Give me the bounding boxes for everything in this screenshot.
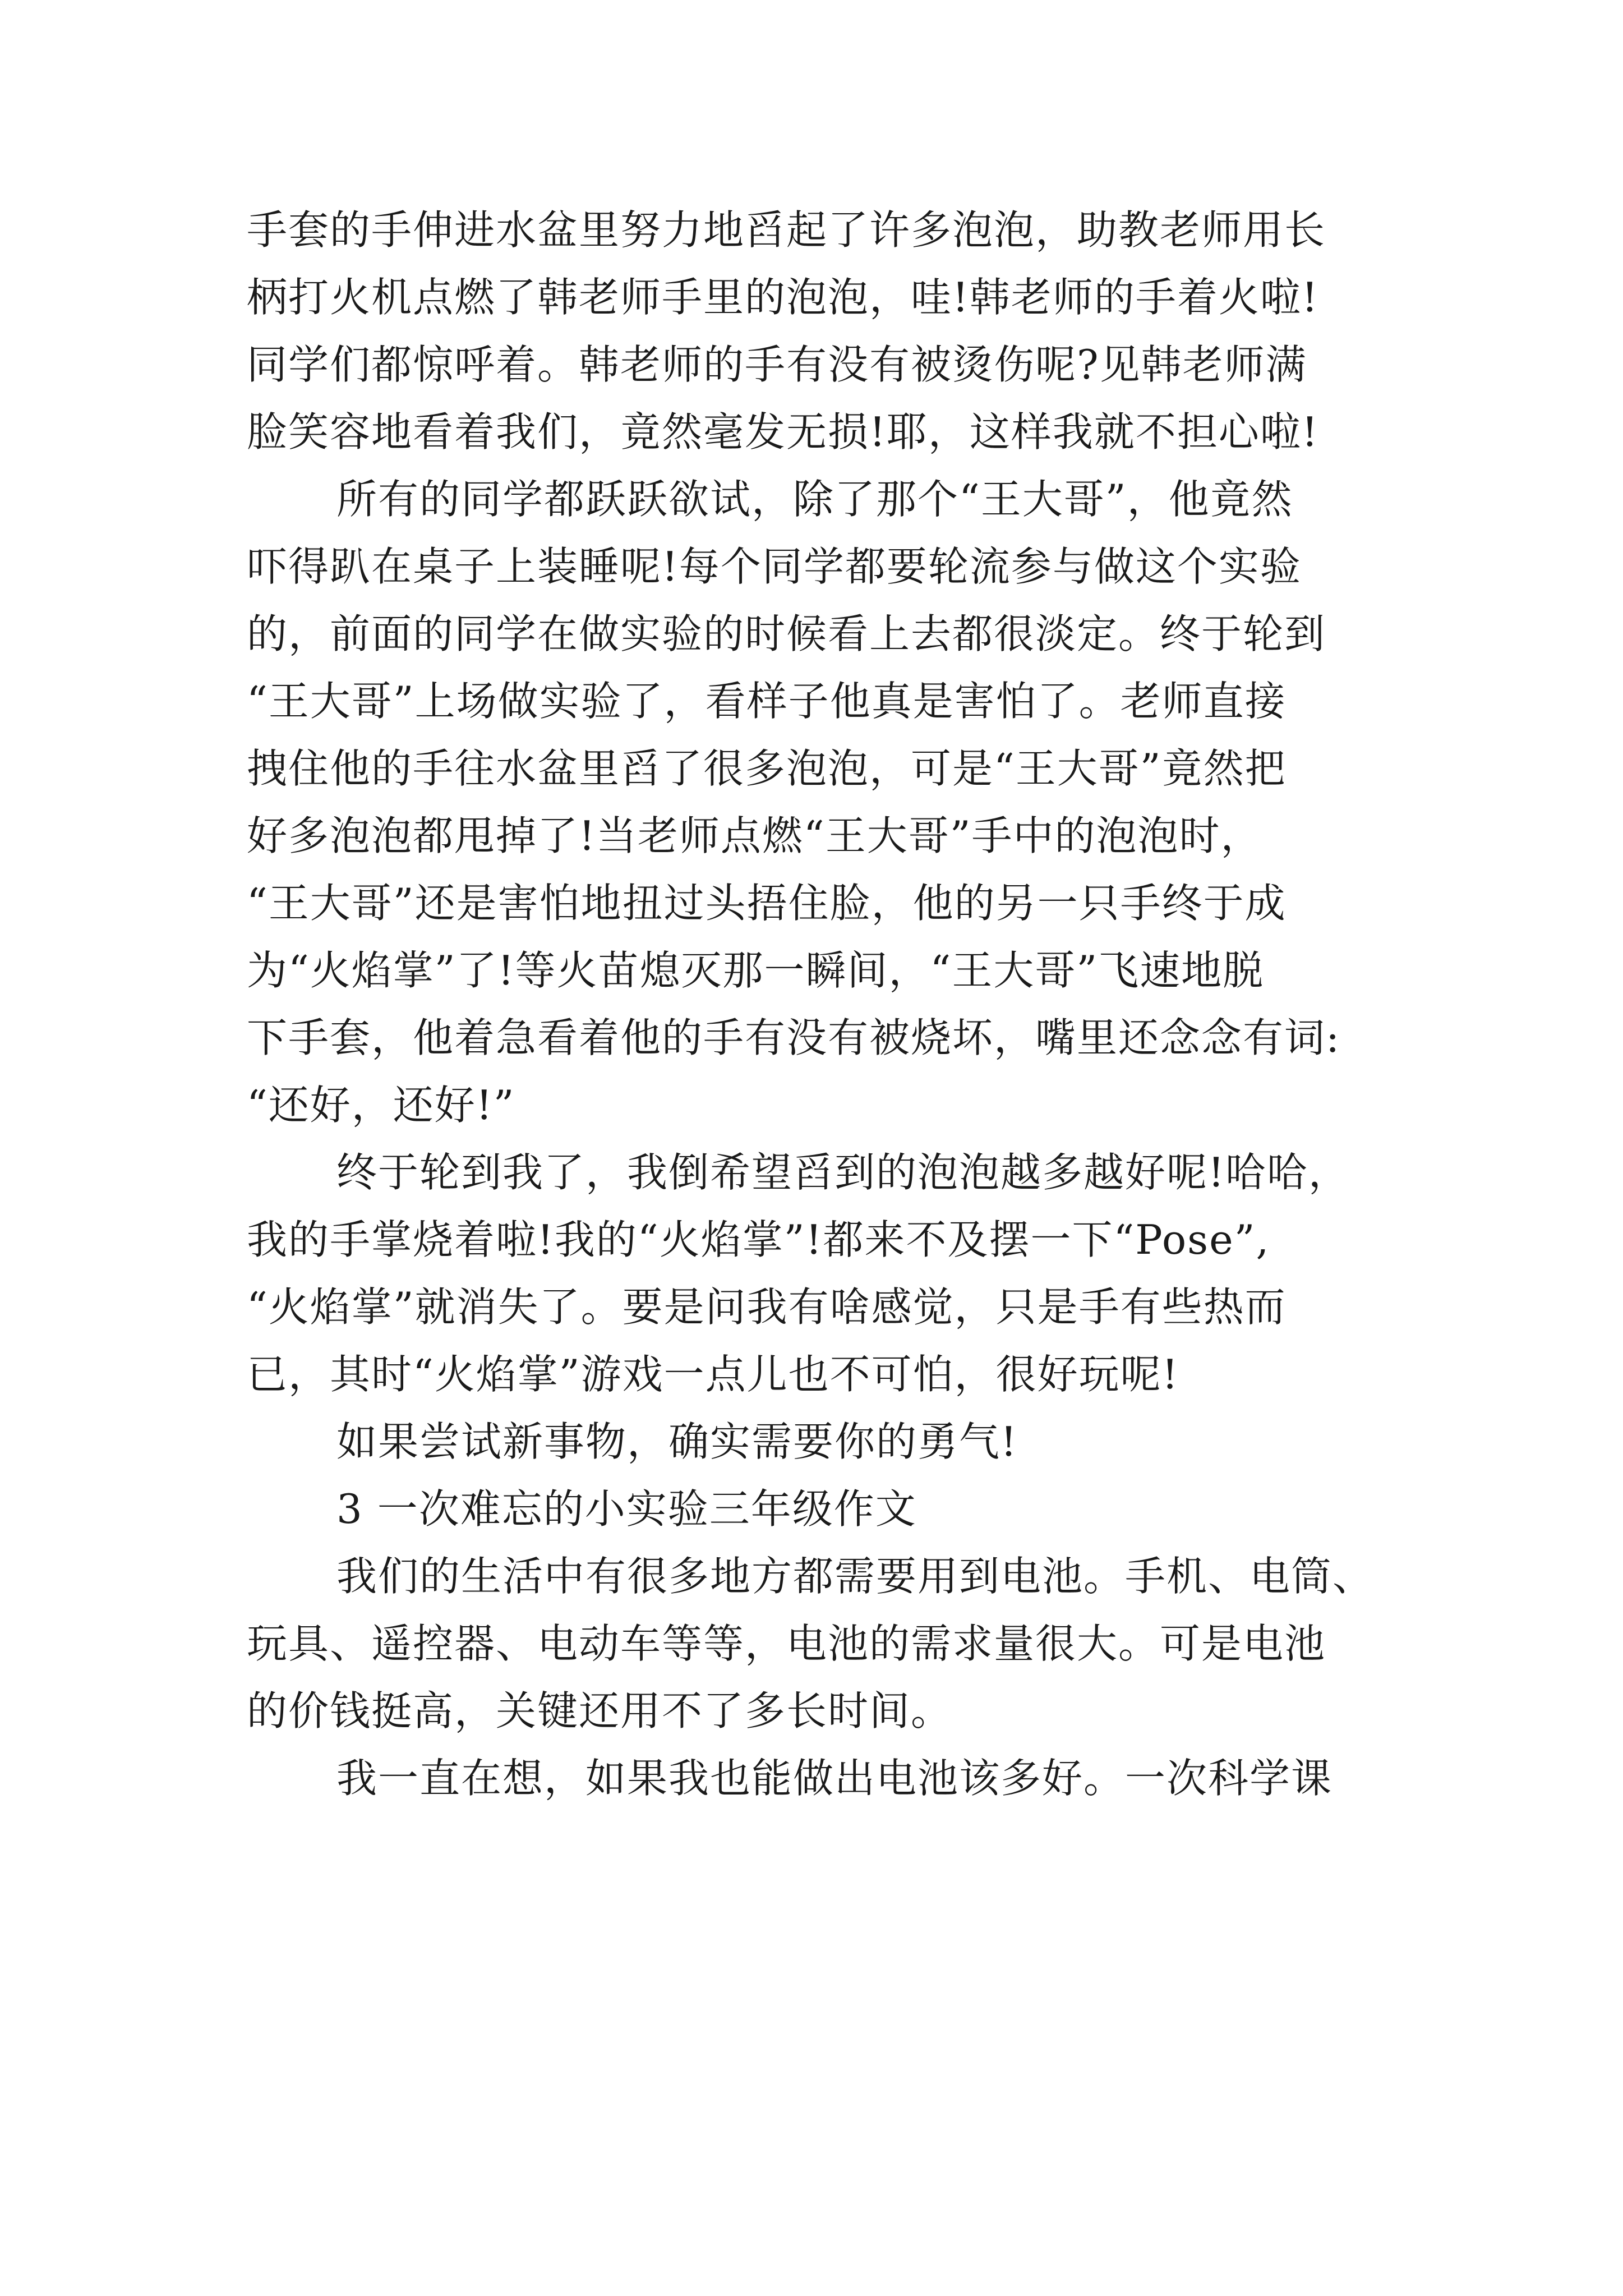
document-body — [247, 196, 1458, 1812]
text-line: 终于轮到我了，我倒希望舀到的泡泡越多越好呢!哈哈， — [336, 1149, 1350, 1196]
text-line: 同学们都惊呼着。韩老师的手有没有被烫伤呢?见韩老师满 — [247, 341, 1307, 388]
text-line: 我一直在想，如果我也能做出电池该多好。一次科学课 — [336, 1755, 1333, 1802]
text-line: 已，其时“火焰掌”游戏一点儿也不可怕，很好玩呢! — [247, 1351, 1179, 1398]
text-line: 为“火焰掌”了!等火苗熄灭那一瞬间，“王大哥”飞速地脱 — [247, 947, 1265, 994]
text-line: “还好，还好!” — [247, 1082, 515, 1129]
text-line: 吓得趴在桌子上装睡呢!每个同学都要轮流参与做这个实验 — [247, 543, 1302, 590]
text-line: 柄打火机点燃了韩老师手里的泡泡，哇!韩老师的手着火啦! — [247, 274, 1319, 321]
text-line: 如果尝试新事物，确实需要你的勇气! — [336, 1418, 1018, 1465]
text-line: “火焰掌”就消失了。要是问我有啥感觉，只是手有些热而 — [247, 1283, 1287, 1331]
text-line: 的，前面的同学在做实验的时候看上去都很淡定。终于轮到 — [247, 610, 1326, 657]
text-line: 的价钱挺高，关键还用不了多长时间。 — [247, 1687, 953, 1734]
text-line: 我们的生活中有很多地方都需要用到电池。手机、电筒、 — [336, 1553, 1375, 1600]
text-line: “王大哥”上场做实验了，看样子他真是害怕了。老师直接 — [247, 678, 1287, 725]
text-line: 玩具、遥控器、电动车等等，电池的需求量很大。可是电池 — [247, 1620, 1326, 1667]
text-line: 脸笑容地看着我们，竟然毫发无损!耶，这样我就不担心啦! — [247, 408, 1319, 455]
text-line: 好多泡泡都甩掉了!当老师点燃“王大哥”手中的泡泡时， — [247, 812, 1262, 859]
section-heading: 3 一次难忘的小实验三年级作文 — [336, 1485, 917, 1533]
text-line: 我的手掌烧着啦!我的“火焰掌”!都来不及摆一下“Pose”, — [247, 1216, 1270, 1263]
text-line: 所有的同学都跃跃欲试，除了那个“王大哥”，他竟然 — [336, 476, 1293, 523]
text-line: 拽住他的手往水盆里舀了很多泡泡，可是“王大哥”竟然把 — [247, 745, 1287, 792]
text-line: 下手套，他着急看着他的手有没有被烧坏，嘴里还念念有词: — [247, 1014, 1341, 1061]
text-line: “王大哥”还是害怕地扭过头捂住脸，他的另一只手终于成 — [247, 880, 1287, 927]
text-line: 手套的手伸进水盆里努力地舀起了许多泡泡，助教老师用长 — [247, 206, 1326, 254]
